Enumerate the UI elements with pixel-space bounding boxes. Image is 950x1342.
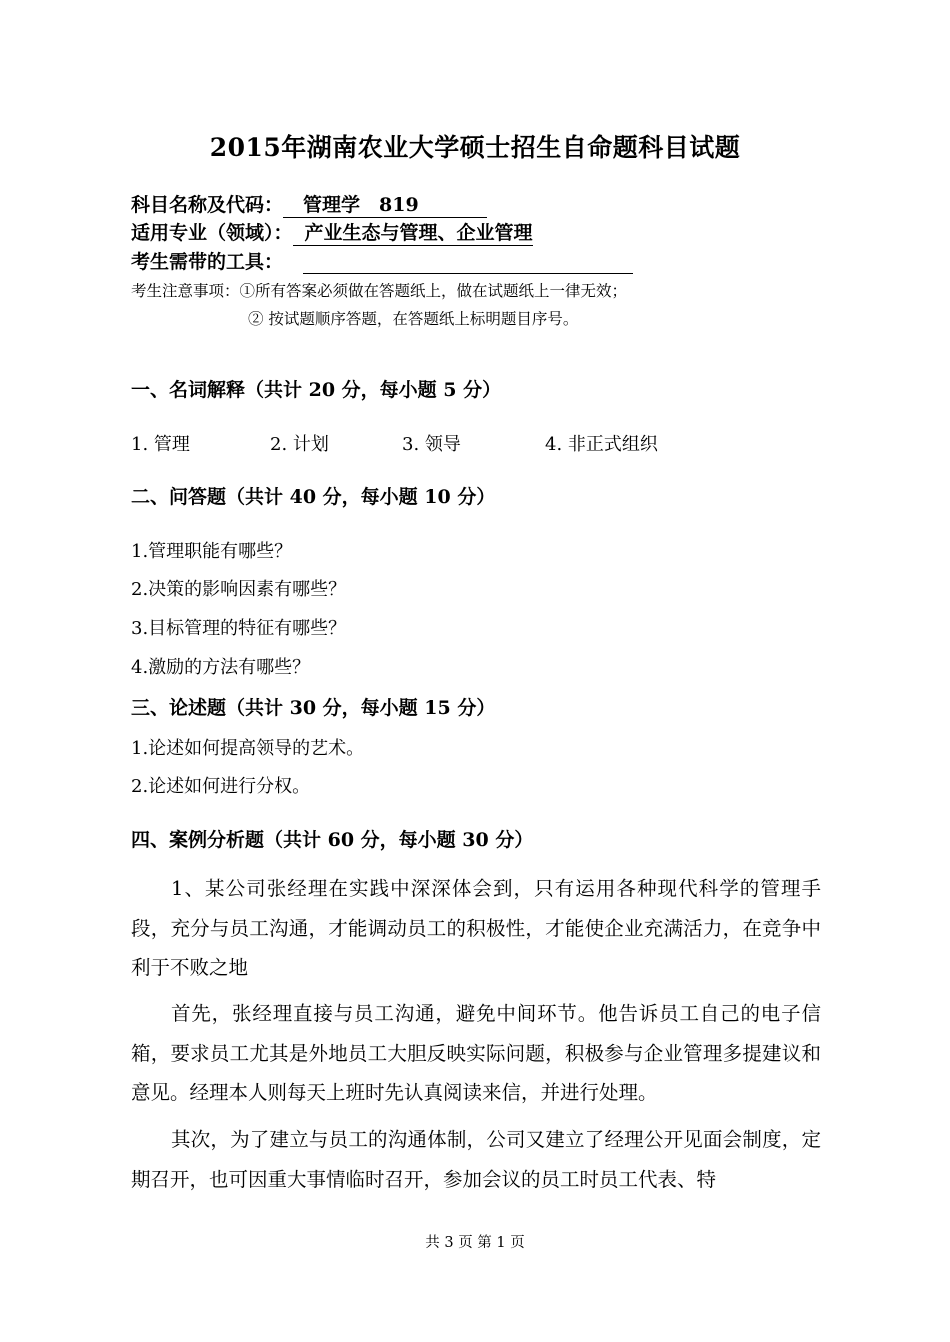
- notice-item-1: ①所有答案必须做在答题纸上，做在试题纸上一律无效；: [239, 282, 628, 300]
- section-heading-3: 三、论述题（共计 30 分，每小题 15 分）: [131, 697, 496, 719]
- section-heading-2: 二、问答题（共计 40 分，每小题 10 分）: [131, 486, 496, 508]
- subject-row: [131, 190, 487, 218]
- exam-title: 2015年湖南农业大学硕士招生自命题科目试题: [209, 133, 741, 162]
- notice-line-1: [131, 279, 627, 301]
- major-value: 产业生态与管理、企业管理: [293, 221, 533, 246]
- notice-item-2: ② 按试题顺序答题，在答题纸上标明题目序号。: [248, 310, 579, 328]
- term-item-4: 4. 非正式组织: [545, 434, 658, 455]
- question-item-2: 2.决策的影响因素有哪些？: [131, 579, 347, 600]
- subject-label: 科目名称及代码：: [131, 194, 284, 216]
- tools-value: [303, 249, 633, 274]
- major-label: 适用专业（领域）：: [131, 222, 293, 244]
- tools-label: 考生需带的工具：: [131, 251, 284, 273]
- notice-label: 考生注意事项：: [131, 282, 240, 300]
- term-item-1: 1. 管理: [131, 434, 190, 455]
- subject-value: 管理学 819: [283, 193, 487, 218]
- case-paragraph-2: 首先，张经理直接与员工沟通，避免中间环节。他告诉员工自己的电子信箱，要求员工尤其是外地员工大胆反映实际问题，积极参与企业管理多提建议和意见。经理本人则每天上班时先认真阅读来信，并进行处理。: [131, 1002, 821, 1104]
- question-item-4: 4.激励的方法有哪些？: [131, 657, 311, 678]
- case-paragraph-3: 其次，为了建立与员工的沟通体制，公司又建立了经理公开见面会制度，定期召开，也可因重大事情临时召开，参加会议的员工时员工代表、特: [131, 1128, 821, 1191]
- term-item-2: 2. 计划: [270, 434, 329, 455]
- tools-row: [131, 247, 633, 274]
- section-heading-4: 四、案例分析题（共计 60 分，每小题 30 分）: [131, 829, 534, 851]
- major-row: [131, 218, 533, 246]
- term-item-3: 3. 领导: [402, 434, 461, 455]
- page-footer: 共 3 页 第 1 页: [425, 1235, 525, 1251]
- question-item-1: 1.管理职能有哪些？: [131, 541, 293, 562]
- section-heading-1: 一、名词解释（共计 20 分，每小题 5 分）: [131, 379, 502, 401]
- case-paragraph-1: 1、某公司张经理在实践中深深体会到，只有运用各种现代科学的管理手段，充分与员工沟通，才能调动员工的积极性，才能使企业充满活力，在竞争中利于不败之地: [131, 877, 821, 979]
- essay-item-1: 1.论述如何提高领导的艺术。: [131, 738, 365, 759]
- essay-item-2: 2.论述如何进行分权。: [131, 776, 311, 797]
- question-item-3: 3.目标管理的特征有哪些？: [131, 618, 347, 639]
